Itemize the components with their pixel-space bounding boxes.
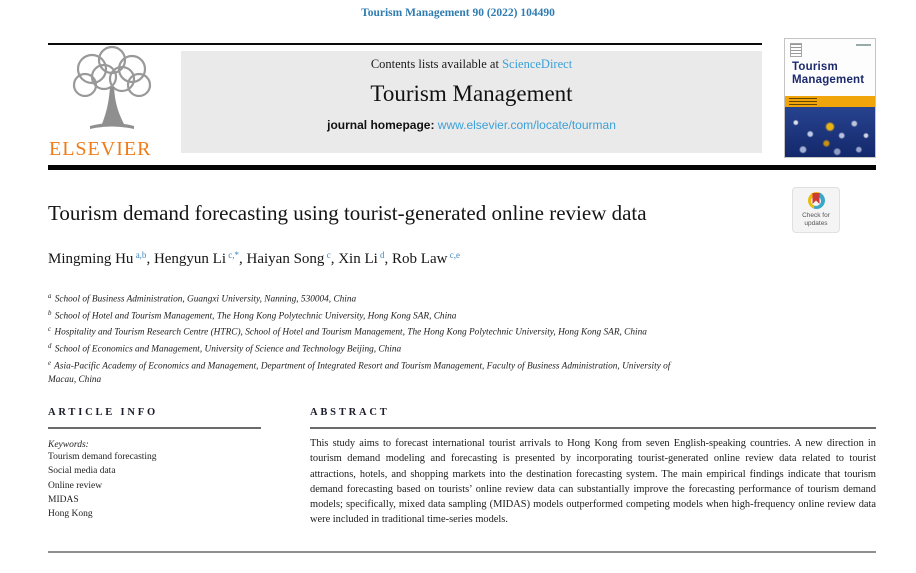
- keyword-item: MIDAS: [48, 494, 79, 505]
- abstract-column: [310, 407, 876, 528]
- article-info-header: ARTICLE INFO: [48, 407, 158, 418]
- journal-banner: [48, 45, 762, 161]
- cover-title: [792, 61, 864, 87]
- crossmark-bookmark-icon: [813, 193, 820, 204]
- cover-title-line2: Management: [792, 74, 865, 86]
- homepage-label: journal homepage:: [327, 118, 438, 132]
- abstract-text: This study aims to forecast international tourist arrivals to Hong Kong from seven English-speaking countries. A new direction in tourism demand modeling and forecasting is presented by incorporating tourist-generated online review data related to tourist attractions, hotels, and shopping markets into the destination forecasting system. The main empirical findings indicate that tourism demand forecasting based on tourists’ online review data can substantially improve the forecasting performance of tourism demand models; specifically, mixed data sampling (MIDAS) models outperformed competing models when high-frequency online review data were included in traditional time-series models.: [310, 438, 876, 526]
- keyword-list: [48, 450, 261, 521]
- author: Xin Li $^d$: [338, 250, 385, 267]
- author: Mingming Hu $^{a,b}$: [48, 250, 147, 267]
- header-divider-bar: [48, 165, 876, 170]
- keyword-item: Social media data: [48, 466, 116, 477]
- elsevier-wordmark: ELSEVIER: [49, 138, 152, 160]
- abstract-header: ABSTRACT: [310, 407, 390, 418]
- author-separator: ,: [146, 251, 154, 267]
- keyword-item: Online review: [48, 480, 103, 491]
- article-title: Tourism demand forecasting using tourist-generated online review data: [48, 201, 647, 225]
- keyword-item: Tourism demand forecasting: [48, 452, 157, 462]
- check-for-updates-badge[interactable]: [792, 187, 840, 233]
- cover-publisher-mark-icon: [790, 43, 802, 57]
- author: Hengyun Li $^{c,*}$: [153, 250, 240, 267]
- cover-issue-text: [856, 44, 871, 46]
- check-updates-label: [793, 212, 839, 227]
- author-separator: ,: [330, 251, 339, 267]
- affiliation: $^d$ School of Economics and Management, University of Science and Technology Beijing, China: [48, 343, 402, 355]
- sciencedirect-link[interactable]: ScienceDirect: [502, 57, 573, 71]
- article-info-column: [48, 407, 261, 521]
- homepage-link[interactable]: www.elsevier.com/locate/tourman: [437, 118, 616, 132]
- affiliation: $^a$ School of Business Administration, Guangxi University, Nanning, 530004, China: [48, 293, 357, 305]
- cover-photo: [785, 107, 875, 158]
- check-updates-line2: updates: [804, 219, 828, 227]
- bottom-rule: [48, 551, 876, 553]
- article-info-rule: [48, 427, 261, 429]
- cover-band-text: [789, 98, 817, 105]
- banner-center: [181, 51, 762, 153]
- affiliation: $^e$ Asia-Pacific Academy of Economics and Management, Department of Integrated Resort and Tourism Management, Faculty of Business Administration, University of Macau, China: [48, 359, 671, 385]
- contents-prefix: Contents lists available at: [370, 57, 503, 71]
- affiliation-list: [48, 290, 808, 387]
- author-separator: ,: [384, 251, 393, 267]
- author: Haiyan Song $^c$: [246, 250, 331, 267]
- contents-line: [181, 57, 762, 72]
- journal-citation: Tourism Management 90 (2022) 104490: [361, 7, 555, 19]
- affiliation: $^b$ School of Hotel and Tourism Management, The Hong Kong Polytechnic University, Hong Kong SAR, China: [48, 309, 457, 322]
- author-list: [48, 250, 798, 268]
- author-separator: ,: [239, 251, 247, 267]
- elsevier-logo: [48, 45, 178, 161]
- author: Rob Law $^{c,e}$: [392, 250, 460, 267]
- keyword-item: Hong Kong: [48, 509, 93, 520]
- affiliation: $^c$ Hospitality and Tourism Research Centre (HTRC), School of Hotel and Tourism Management, The Hong Kong Polytechnic University, Hong Kong SAR, China: [48, 326, 647, 338]
- check-updates-line1: Check for: [802, 212, 830, 219]
- cover-title-line1: Tourism: [792, 61, 838, 73]
- elsevier-tree-icon: [60, 45, 164, 140]
- crossmark-icon: [808, 192, 825, 209]
- cover-yellow-band: [785, 96, 875, 107]
- journal-cover-thumbnail[interactable]: [784, 38, 876, 158]
- homepage-line: [181, 118, 762, 132]
- abstract-rule: [310, 427, 876, 429]
- keywords-label: Keywords:: [48, 440, 89, 450]
- banner-journal-title: Tourism Management: [370, 81, 573, 106]
